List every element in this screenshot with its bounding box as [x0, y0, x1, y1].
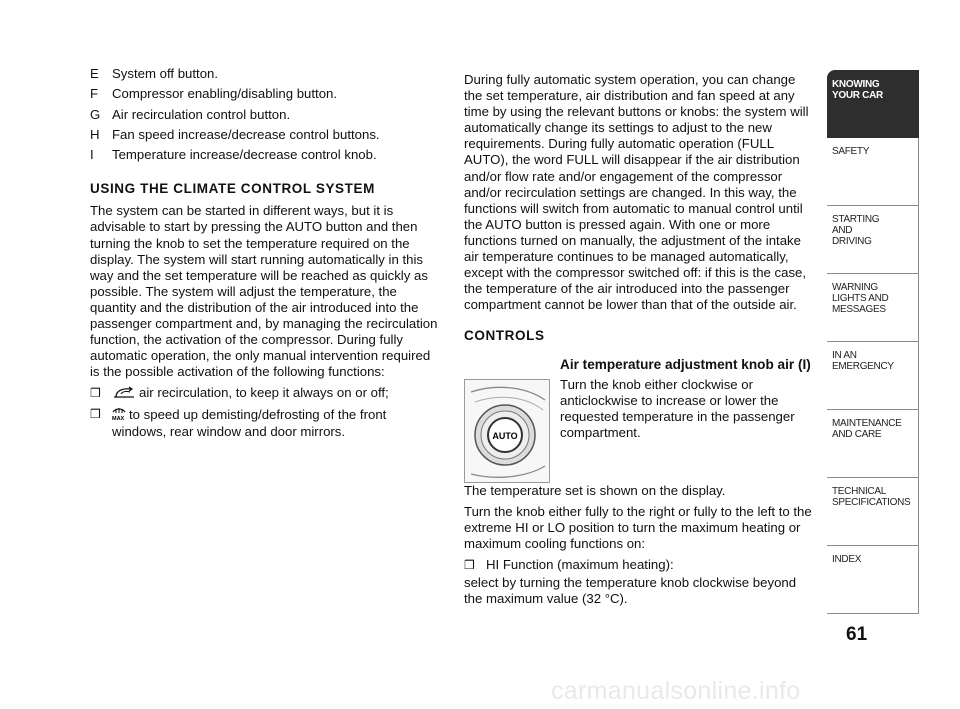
recirculation-icon: [112, 386, 136, 399]
tab-technical-specifications[interactable]: TECHNICAL SPECIFICATIONS: [827, 478, 919, 546]
tab-index[interactable]: INDEX: [827, 546, 919, 614]
tab-maintenance-and-care[interactable]: MAINTENANCE AND CARE: [827, 410, 919, 478]
controls-title: CONTROLS: [464, 328, 545, 344]
bullet-hi-function: ❒ HI Function (maximum heating):: [464, 556, 674, 572]
list-item: E System off button.: [90, 66, 219, 81]
list-item: F Compressor enabling/disabling button.: [90, 86, 338, 102]
body-paragraph: Turn the knob either fully to the right or fully to the left to the extreme HI or LO position to turn the maximum heating or maximum cooling functions on:: [464, 503, 812, 551]
svg-text:MAX: MAX: [112, 416, 125, 422]
bullet-recirculation: ❒ air recirculation, to keep it always on or off;: [90, 385, 389, 401]
list-item: H Fan speed increase/decrease control buttons.: [90, 126, 380, 142]
body-paragraph: During fully automatic system operation, you can change the set temperature, air distribution and fan speed at any time by using the relevant buttons or knobs: the system will automatically change its settings to adjust to the new requirements. During fully automatic operation (FULL AUTO), the word FULL will disappear if the air distribution and/or flow rate and/or engagement of the compressor and/or recirculation settings are changed. In this way, the functions will switch from automatic to manual control until the AUTO button is pressed again. With one or more functions turned on manually, the adjustment of the intake air temperature continues to be managed automatically, except with the compressor switched off: if this is the case, the temperature of the air introduced into the passenger compartment cannot be lower than that of the outside air.: [464, 72, 809, 313]
auto-button-label: AUTO: [492, 430, 518, 441]
tab-safety[interactable]: SAFETY: [827, 138, 919, 206]
bullet-box-icon: ❒: [90, 386, 101, 401]
body-paragraph: select by turning the temperature knob clockwise beyond the maximum value (32 °C).: [464, 574, 797, 607]
tab-knowing-your-car[interactable]: KNOWING YOUR CAR: [827, 70, 919, 138]
bullet-max-defrost: ❒ MAX to speed up demisting/defrosting of the front windows, rear window and door mirrors.: [90, 407, 387, 439]
component-letter-list: [90, 66, 442, 163]
subsection-text: Turn the knob either clockwise or anticlockwise to increase or lower the requested temperature in the passenger compartment.: [560, 376, 795, 440]
list-item: I Temperature increase/decrease control knob.: [90, 147, 377, 163]
max-defrost-icon: [112, 406, 126, 421]
list-item: G Air recirculation control button.: [90, 106, 291, 122]
body-paragraph: The system can be started in different ways, but it is advisable to start by pressing the AUTO button and then turning the knob to set the temperature required on the display. The system will start running automatically in this way and the set temperature will be reached as quickly as possible. The system will adjust the temperature, the quantity and the distribution of the air introduced into the passenger compartment and, by managing the recirculation function, the activation of the compressor. During fully automatic operation, the only manual intervention required is the possible activation of the following functions:: [90, 203, 438, 380]
right-column: [464, 72, 814, 612]
tab-in-an-emergency[interactable]: IN AN EMERGENCY: [827, 342, 919, 410]
page-number: 61: [846, 624, 868, 645]
auto-knob-figure: [464, 379, 550, 483]
subsection-title: Air temperature adjustment knob air (I): [560, 356, 811, 372]
chapter-sidebar: [827, 70, 919, 614]
left-column: [90, 66, 442, 442]
watermark: carmanualsonline.info: [551, 677, 801, 705]
tab-starting-and-driving[interactable]: STARTING AND DRIVING: [827, 206, 919, 274]
controls-block: [464, 357, 814, 483]
bullet-box-icon: ❒: [90, 407, 101, 422]
section-title: USING THE CLIMATE CONTROL SYSTEM: [90, 181, 375, 197]
body-paragraph: The temperature set is shown on the display.: [464, 482, 726, 498]
knob-illustration: [465, 380, 549, 484]
bullet-box-icon: ❒: [464, 557, 475, 572]
tab-warning-lights-and-messages[interactable]: WARNING LIGHTS AND MESSAGES: [827, 274, 919, 342]
